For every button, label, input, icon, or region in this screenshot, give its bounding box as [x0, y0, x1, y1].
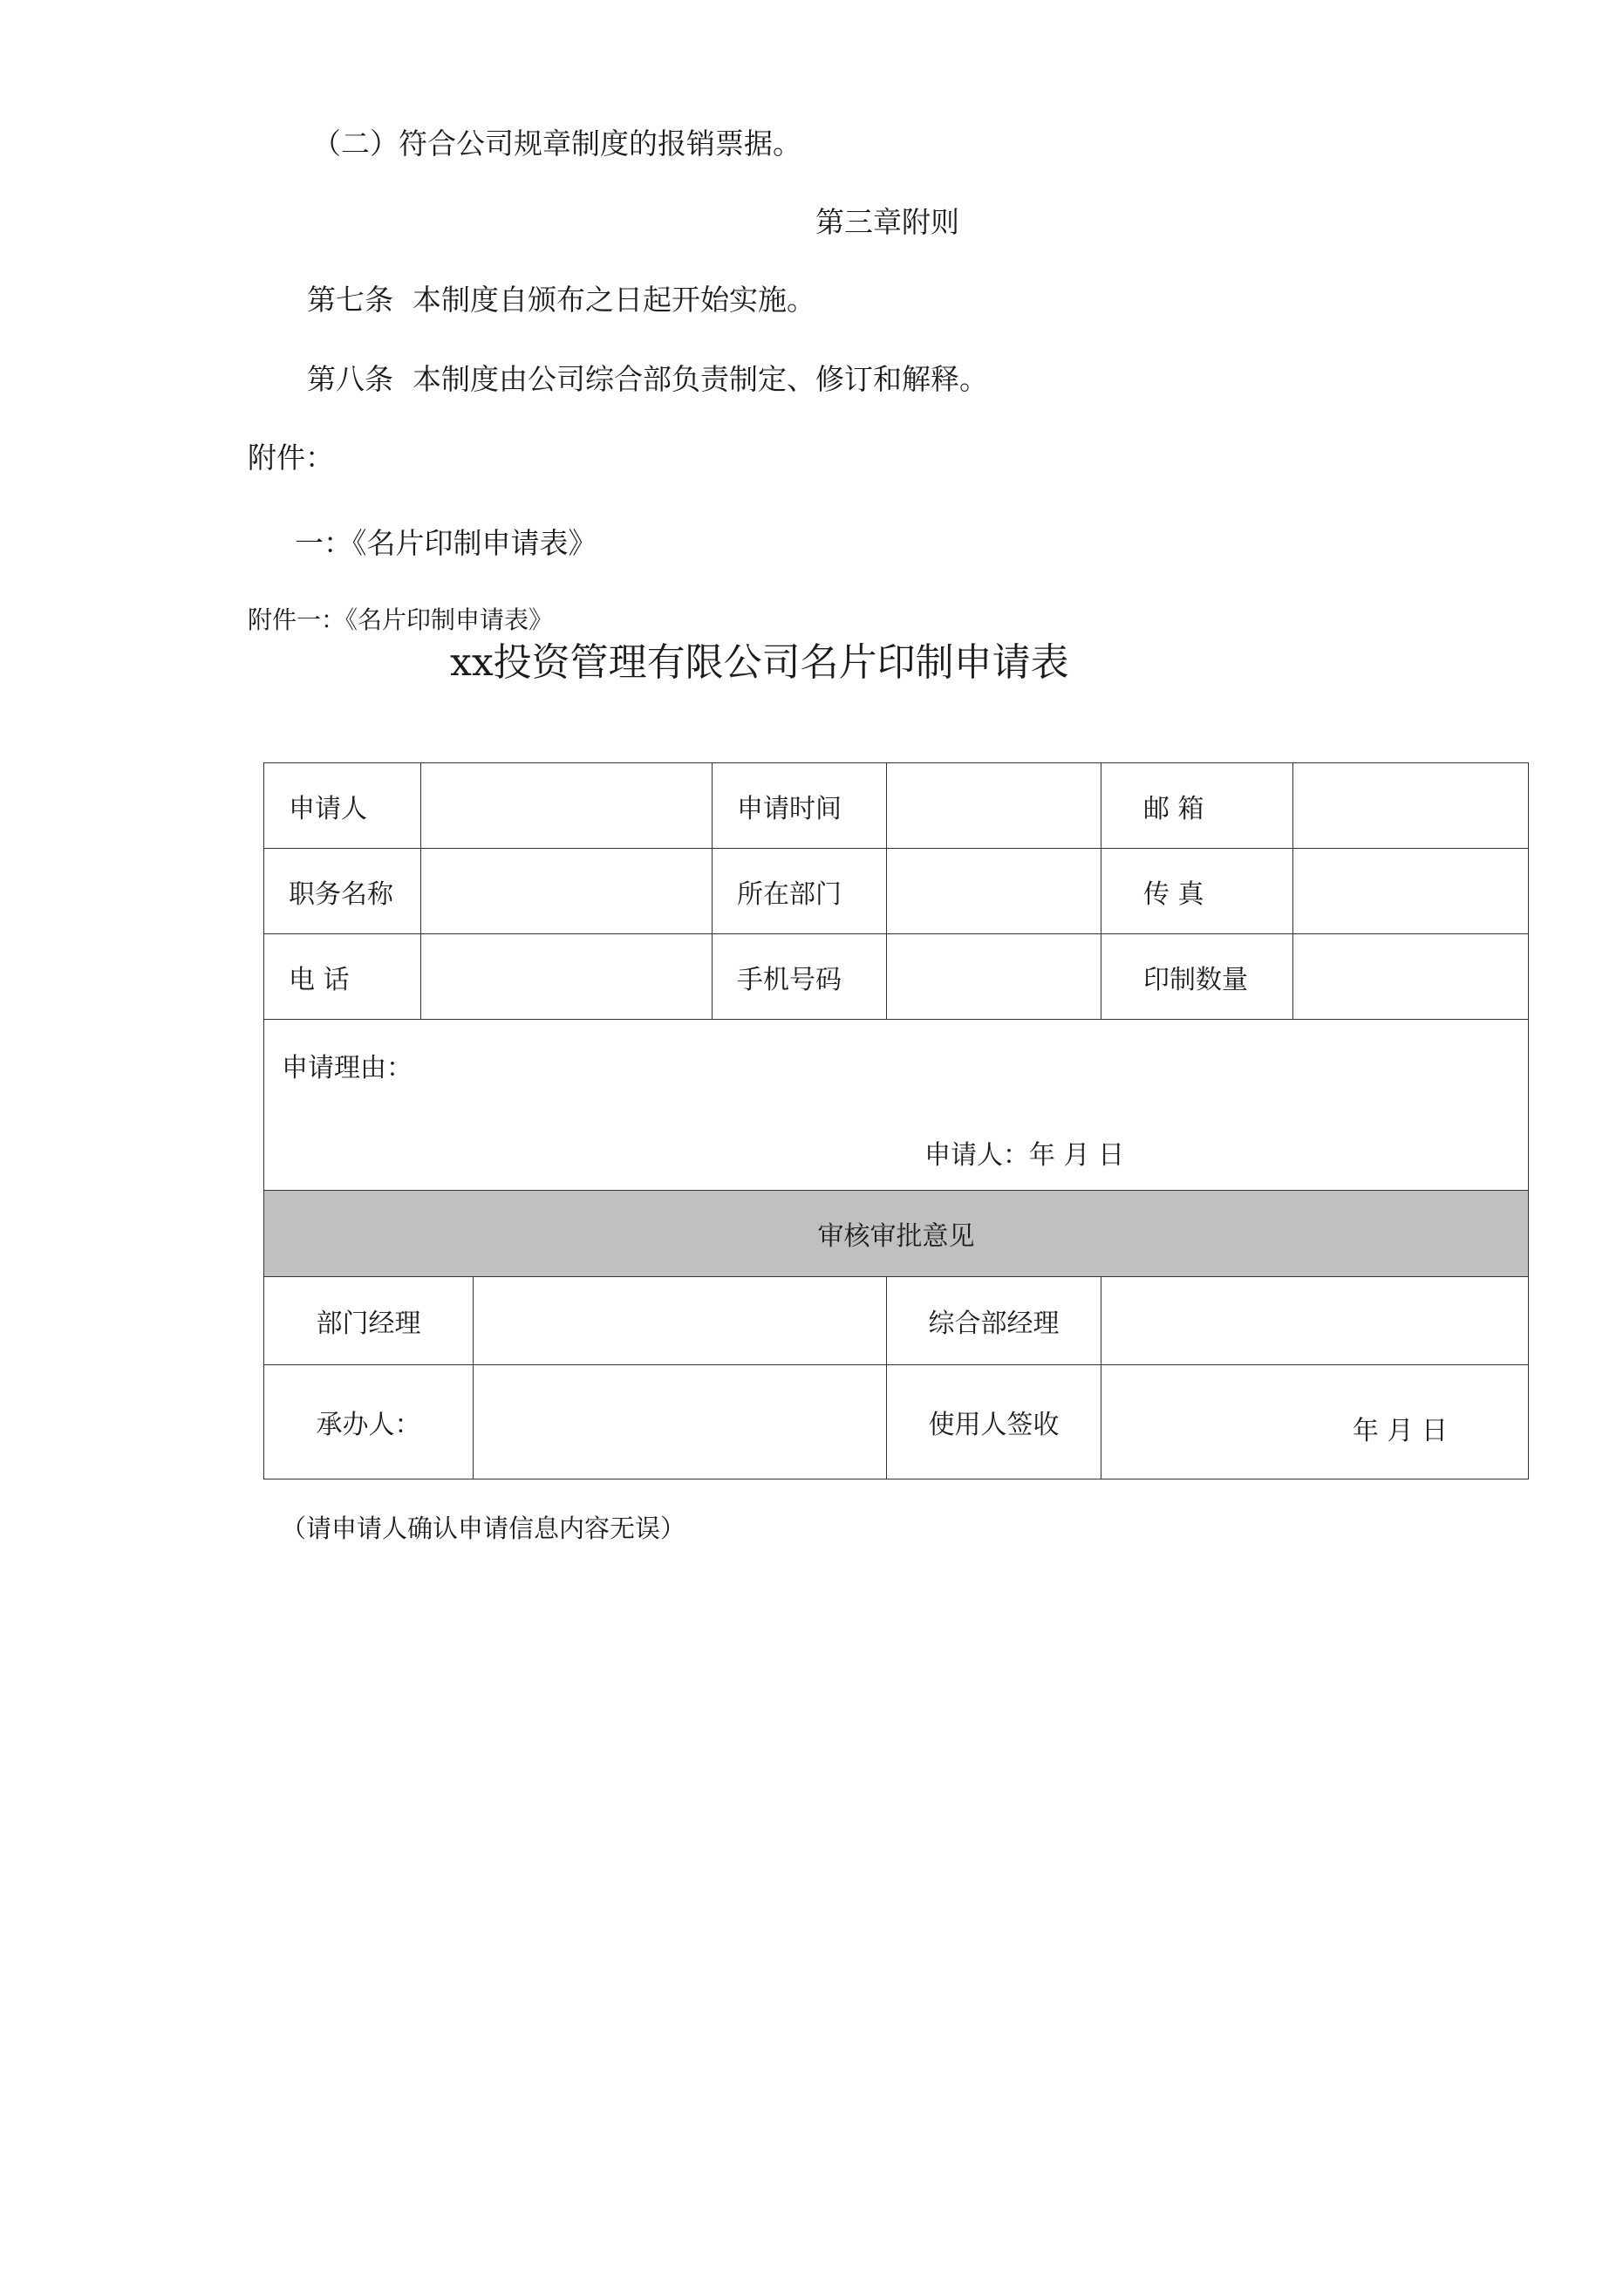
value-general-manager [1101, 1277, 1529, 1365]
form-row-sign [264, 1365, 1529, 1479]
label-user-sign: 使用人签收 [887, 1365, 1101, 1479]
value-phone [421, 934, 713, 1020]
application-form-table [263, 762, 1529, 1479]
label-applicant: 申请人 [264, 763, 421, 849]
label-mobile: 手机号码 [713, 934, 887, 1020]
label-apply-time: 申请时间 [713, 763, 887, 849]
form-title: xx投资管理有限公司名片印制申请表 [450, 640, 1069, 685]
value-mobile [887, 934, 1101, 1020]
label-dept-manager: 部门经理 [264, 1277, 474, 1365]
value-user-sign [1101, 1365, 1529, 1479]
reason-cell [264, 1020, 1529, 1191]
form-row-managers [264, 1277, 1529, 1365]
sign-date: 年 月 日 [1352, 1416, 1448, 1446]
label-handler: 承办人： [264, 1365, 474, 1479]
label-department: 所在部门 [713, 849, 887, 934]
form-row-reason [264, 1020, 1529, 1191]
label-fax: 传 真 [1101, 849, 1293, 934]
value-email [1293, 763, 1529, 849]
value-department [887, 849, 1101, 934]
value-fax [1293, 849, 1529, 934]
attachment-caption: 附件一：《名片印制申请表》 [248, 605, 554, 634]
attachment-item: 一：《名片印制申请表》 [295, 526, 597, 560]
value-dept-manager [474, 1277, 887, 1365]
value-position [421, 849, 713, 934]
form-row-position [264, 849, 1529, 934]
article-7-text: 本制度自颁布之日起开始实施。 [413, 283, 815, 317]
article-8-text: 本制度由公司综合部负责制定、修订和解释。 [413, 362, 988, 396]
article-8-number: 第八条 [307, 362, 393, 396]
article-7-number: 第七条 [307, 283, 393, 317]
value-handler [474, 1365, 887, 1479]
article-7 [307, 283, 815, 317]
form-footnote: （请申请人确认申请信息内容无误） [281, 1514, 686, 1543]
value-print-quantity [1293, 934, 1529, 1020]
form-row-applicant [264, 763, 1529, 849]
label-phone: 电 话 [264, 934, 421, 1020]
label-general-manager: 综合部经理 [887, 1277, 1101, 1365]
attachments-label: 附件： [248, 441, 334, 475]
value-applicant [421, 763, 713, 849]
label-print-quantity: 印制数量 [1101, 934, 1293, 1020]
approval-header: 审核审批意见 [264, 1191, 1529, 1277]
form-row-approval-header [264, 1191, 1529, 1277]
label-email: 邮 箱 [1101, 763, 1293, 849]
value-apply-time [887, 763, 1101, 849]
reason-label: 申请理由： [282, 1053, 413, 1083]
chapter-title: 第三章附则 [815, 205, 959, 239]
applicant-signature-date: 申请人：年 月 日 [924, 1140, 1125, 1171]
label-position: 职务名称 [264, 849, 421, 934]
form-row-phone [264, 934, 1529, 1020]
paragraph-reimbursement: （二）符合公司规章制度的报销票据。 [312, 126, 801, 161]
article-8 [307, 362, 988, 396]
